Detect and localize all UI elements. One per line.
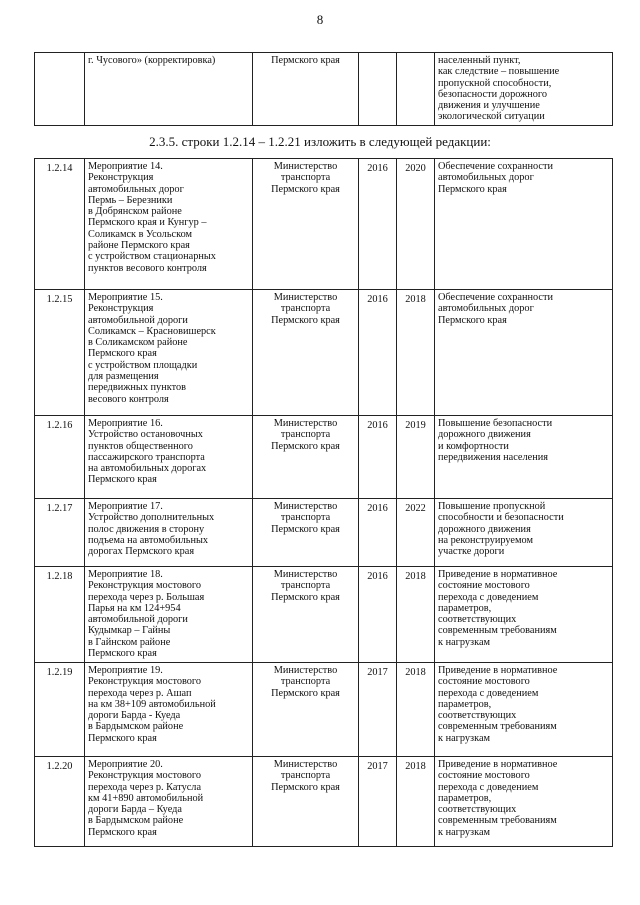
end-year [397, 53, 435, 126]
event-name: Мероприятие 20. Реконструкция мостового перехода через р. Катусла км 41+890 автомобильной дороги Барда – Куеда в Бардымском районе Пермского края [85, 757, 253, 847]
expected-result: Приведение в нормативное состояние мостового перехода с доведением параметров, соответствующих современным требованиям к нагрузкам [435, 567, 613, 663]
expected-result: Приведение в нормативное состояние мостового перехода с доведением параметров, соответствующих современным требованиям к нагрузкам [435, 757, 613, 847]
responsible-org: Министерство транспорта Пермского края [253, 499, 359, 567]
row-number: 1.2.20 [35, 757, 85, 847]
start-year: 2016 [359, 499, 397, 567]
expected-result: населенный пункт, как следствие – повышение пропускной способности, безопасности дорожного движения и улучшение экологической ситуации [435, 53, 613, 126]
expected-result: Повышение пропускной способности и безопасности дорожного движения на реконструируемом участке дороги [435, 499, 613, 567]
event-name: Мероприятие 17. Устройство дополнительных полос движения в сторону подъема на автомобильных дорогах Пермского края [85, 499, 253, 567]
end-year: 2018 [397, 290, 435, 416]
expected-result: Обеспечение сохранности автомобильных дорог Пермского края [435, 159, 613, 290]
expected-result: Приведение в нормативное состояние мостового перехода с доведением параметров, соответствующих современным требованиям к нагрузкам [435, 663, 613, 757]
table-row [35, 567, 613, 663]
start-year: 2016 [359, 159, 397, 290]
responsible-org: Министерство транспорта Пермского края [253, 663, 359, 757]
responsible-org: Министерство транспорта Пермского края [253, 757, 359, 847]
row-number: 1.2.16 [35, 416, 85, 499]
row-number: 1.2.18 [35, 567, 85, 663]
table-row [35, 290, 613, 416]
table-row [35, 499, 613, 567]
table-row [35, 416, 613, 499]
table-row [35, 757, 613, 847]
row-number: 1.2.17 [35, 499, 85, 567]
end-year: 2018 [397, 757, 435, 847]
end-year: 2022 [397, 499, 435, 567]
event-name: г. Чусового» (корректировка) [85, 53, 253, 126]
event-name: Мероприятие 16. Устройство остановочных пунктов общественного пассажирского транспорта на автомобильных дорогах Пермского края [85, 416, 253, 499]
row-number: 1.2.14 [35, 159, 85, 290]
event-name: Мероприятие 19. Реконструкция мостового перехода через р. Ашап на км 38+109 автомобильной дороги Барда - Куеда в Бардымском районе Пермского края [85, 663, 253, 757]
responsible-org: Министерство транспорта Пермского края [253, 159, 359, 290]
row-number: 1.2.15 [35, 290, 85, 416]
section-heading: 2.3.5. строки 1.2.14 – 1.2.21 изложить в следующей редакции: [149, 134, 491, 149]
responsible-org: Министерство транспорта Пермского края [253, 290, 359, 416]
table-row [35, 53, 613, 126]
start-year: 2016 [359, 416, 397, 499]
expected-result: Повышение безопасности дорожного движения и комфортности передвижения населения [435, 416, 613, 499]
start-year: 2017 [359, 663, 397, 757]
end-year: 2019 [397, 416, 435, 499]
start-year: 2016 [359, 567, 397, 663]
end-year: 2018 [397, 567, 435, 663]
end-year: 2020 [397, 159, 435, 290]
event-name: Мероприятие 15. Реконструкция автомобильной дороги Соликамск – Красновишерск в Соликамском районе Пермского края с устройством площадки для размещения передвижных пунктов весового контроля [85, 290, 253, 416]
responsible-org: Министерство транспорта Пермского края [253, 567, 359, 663]
event-name: Мероприятие 14. Реконструкция автомобильных дорог Пермь – Березники в Добрянском районе Пермского края и Кунгур – Соликамск в Усольском районе Пермского края с устройством стационарных пунктов весового контроля [85, 159, 253, 290]
responsible-org: Пермского края [253, 53, 359, 126]
expected-result: Обеспечение сохранности автомобильных дорог Пермского края [435, 290, 613, 416]
start-year: 2016 [359, 290, 397, 416]
continuation-table [34, 52, 613, 126]
event-name: Мероприятие 18. Реконструкция мостового перехода через р. Большая Парья на км 124+954 автомобильной дороги Кудымкар – Гайны в Гайнском районе Пермского края [85, 567, 253, 663]
responsible-org: Министерство транспорта Пермского края [253, 416, 359, 499]
activities-table [34, 158, 613, 847]
start-year [359, 53, 397, 126]
start-year: 2017 [359, 757, 397, 847]
end-year: 2018 [397, 663, 435, 757]
row-number: 1.2.19 [35, 663, 85, 757]
table-row [35, 159, 613, 290]
page-number: 8 [316, 12, 324, 27]
row-number [35, 53, 85, 126]
table-row [35, 663, 613, 757]
